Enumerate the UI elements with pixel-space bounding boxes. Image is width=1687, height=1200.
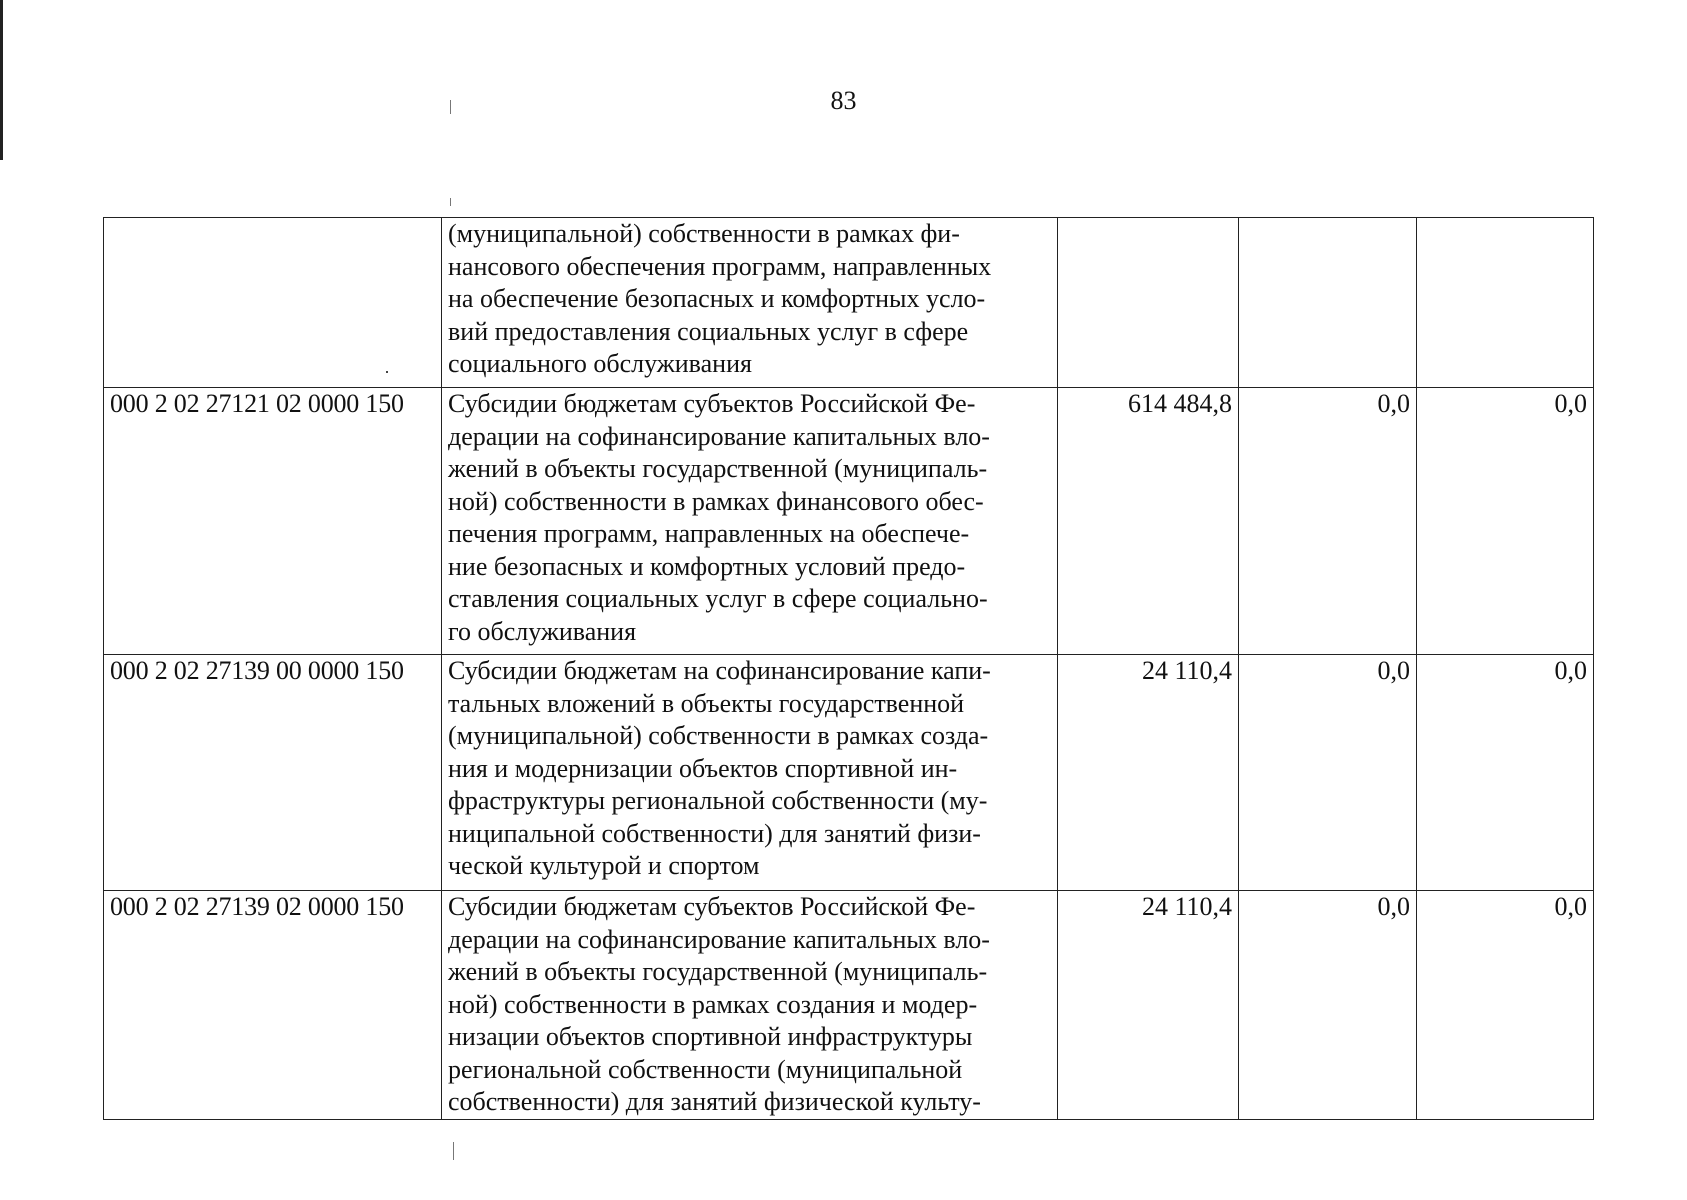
description-line: на обеспечение безопасных и комфортных усло- — [448, 284, 986, 313]
value-cell-year-3: 0,0 — [1417, 891, 1594, 1120]
value-cell-year-1: 24 110,4 — [1058, 655, 1239, 891]
description-line: дерации на софинансирование капитальных вло- — [448, 421, 990, 451]
description-line: собственности) для занятий физической культу- — [448, 1087, 981, 1116]
description-cell — [442, 655, 1058, 891]
table-row — [104, 388, 1594, 655]
description-line: тальных вложений в объекты государственной — [448, 688, 965, 718]
table-row — [104, 218, 1594, 388]
budget-code-cell: 000 2 02 27139 02 0000 150 — [104, 891, 442, 1120]
budget-code-cell: 000 2 02 27139 00 0000 150 — [104, 655, 442, 891]
budget-table — [103, 217, 1594, 1120]
value-cell-year-3: 0,0 — [1417, 655, 1594, 891]
value-cell-year-2: 0,0 — [1239, 388, 1417, 655]
description-cell — [442, 891, 1058, 1120]
description-line: региональной собственности (муниципальной — [448, 1054, 963, 1084]
description-line: го обслуживания — [448, 616, 637, 646]
description-line: ной) собственности в рамках создания и модер- — [448, 989, 978, 1019]
budget-code-cell — [104, 218, 442, 388]
description-line: социального обслуживания — [448, 349, 752, 378]
scan-artifact-line — [450, 198, 451, 206]
budget-code-cell: 000 2 02 27121 02 0000 150 — [104, 388, 442, 655]
description-line: нансового обеспечения программ, направленных — [448, 251, 992, 281]
description-line: Субсидии бюджетам субъектов Российской Фе- — [448, 389, 976, 418]
value-cell-year-1 — [1058, 218, 1239, 388]
scan-artifact-line — [453, 1142, 454, 1160]
page-number: 83 — [830, 86, 857, 115]
description-line: ной) собственности в рамках финансового обес- — [448, 486, 984, 516]
value-cell-year-2 — [1239, 218, 1417, 388]
description-cell — [442, 218, 1058, 388]
description-line: Субсидии бюджетам субъектов Российской Фе- — [448, 892, 976, 921]
description-line: (муниципальной) собственности в рамках фи- — [448, 219, 960, 248]
description-line: печения программ, направленных на обеспече- — [448, 519, 970, 548]
value-cell-year-2: 0,0 — [1239, 891, 1417, 1120]
table-row — [104, 891, 1594, 1120]
value-cell-year-3 — [1417, 218, 1594, 388]
description-line: ниципальной собственности) для занятий физи- — [448, 818, 981, 848]
description-line: ния и модернизации объектов спортивной ин- — [448, 753, 958, 783]
value-cell-year-1: 24 110,4 — [1058, 891, 1239, 1120]
description-cell — [442, 388, 1058, 655]
description-line: ние безопасных и комфортных условий предо- — [448, 551, 966, 581]
description-line: низации объектов спортивной инфраструктуры — [448, 1022, 973, 1051]
description-line: вий предоставления социальных услуг в сфере — [448, 316, 969, 346]
value-cell-year-2: 0,0 — [1239, 655, 1417, 891]
description-line: ставления социальных услуг в сфере социально- — [448, 584, 988, 613]
table-row — [104, 655, 1594, 891]
description-line: дерации на софинансирование капитальных вло- — [448, 924, 990, 954]
scan-edge-mark — [0, 0, 3, 160]
description-line: фраструктуры региональной собственности (му- — [448, 786, 988, 815]
description-line: Субсидии бюджетам на софинансирование капи- — [448, 656, 991, 685]
value-cell-year-3: 0,0 — [1417, 388, 1594, 655]
description-line: ческой культурой и спортом — [448, 851, 760, 880]
description-line: жений в объекты государственной (муниципаль- — [448, 957, 988, 986]
value-cell-year-1: 614 484,8 — [1058, 388, 1239, 655]
description-line: жений в объекты государственной (муниципаль- — [448, 454, 988, 483]
description-line: (муниципальной) собственности в рамках созда- — [448, 721, 989, 750]
